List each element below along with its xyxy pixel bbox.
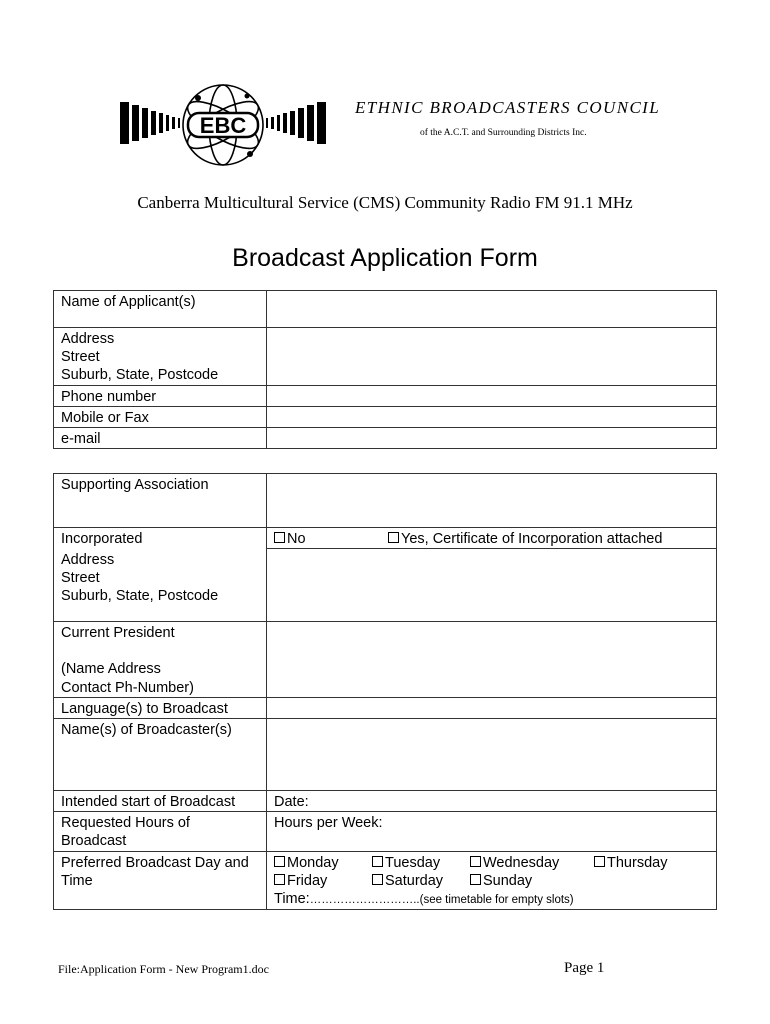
hours-field[interactable]: Hours per Week: bbox=[267, 812, 717, 851]
day-friday-option[interactable]: Friday bbox=[274, 872, 372, 890]
association-address-field[interactable] bbox=[267, 549, 717, 622]
ebc-logo bbox=[118, 80, 328, 170]
footer-filename: File:Application Form - New Program1.doc bbox=[58, 962, 269, 976]
start-date-field[interactable]: Date: bbox=[267, 791, 717, 812]
checkbox-icon[interactable] bbox=[388, 532, 399, 543]
broadcasters-field[interactable] bbox=[267, 719, 717, 791]
checkbox-icon[interactable] bbox=[470, 856, 481, 867]
current-president-field[interactable] bbox=[267, 622, 717, 698]
time-line[interactable]: Time:………………………..(see timetable for empty slots) bbox=[274, 891, 574, 908]
language-label: Language(s) to Broadcast bbox=[54, 697, 267, 718]
day-sunday-option[interactable]: Sunday bbox=[470, 872, 532, 890]
supporting-association-label: Supporting Association bbox=[54, 474, 267, 528]
phone-field[interactable] bbox=[267, 385, 717, 406]
mobile-field[interactable] bbox=[267, 406, 717, 427]
phone-label: Phone number bbox=[54, 385, 267, 406]
day-wednesday-option[interactable]: Wednesday bbox=[470, 854, 594, 872]
checkbox-icon[interactable] bbox=[274, 856, 285, 867]
logo-text: EBC bbox=[199, 113, 247, 138]
day-saturday-option[interactable]: Saturday bbox=[372, 872, 470, 890]
applicant-table bbox=[53, 290, 717, 449]
applicant-address-field[interactable] bbox=[267, 328, 717, 386]
day-thursday-option[interactable]: Thursday bbox=[594, 854, 667, 872]
footer-page-number: Page 1 bbox=[564, 960, 605, 976]
form-title: Broadcast Application Form bbox=[232, 244, 538, 272]
start-label: Intended start of Broadcast bbox=[54, 791, 267, 812]
mobile-label: Mobile or Fax bbox=[54, 406, 267, 427]
checkbox-icon[interactable] bbox=[372, 856, 383, 867]
incorporated-no-option[interactable]: No bbox=[274, 530, 388, 548]
broadcasters-label: Name(s) of Broadcaster(s) bbox=[54, 719, 267, 791]
checkbox-icon[interactable] bbox=[594, 856, 605, 867]
incorporated-yes-option[interactable]: Yes, Certificate of Incorporation attached bbox=[388, 530, 662, 548]
service-line: Canberra Multicultural Service (CMS) Community Radio FM 91.1 MHz bbox=[137, 193, 633, 212]
council-subtitle: of the A.C.T. and Surrounding Districts Inc. bbox=[420, 128, 587, 138]
preferred-day-field bbox=[267, 851, 717, 910]
supporting-association-field[interactable] bbox=[267, 474, 717, 528]
checkbox-icon[interactable] bbox=[372, 874, 383, 885]
hours-label: Requested Hours of Broadcast bbox=[54, 812, 267, 851]
association-table bbox=[53, 473, 717, 910]
incorporated-label: Incorporated bbox=[54, 528, 267, 549]
checkbox-icon[interactable] bbox=[470, 874, 481, 885]
association-address-label: Address Street Suburb, State, Postcode bbox=[54, 549, 267, 622]
current-president-label: Current President (Name Address Contact Ph-Number) bbox=[54, 622, 267, 698]
applicant-address-label: Address Street Suburb, State, Postcode bbox=[54, 328, 267, 386]
language-field[interactable] bbox=[267, 697, 717, 718]
incorporated-field bbox=[267, 528, 717, 549]
email-label: e-mail bbox=[54, 428, 267, 449]
checkbox-icon[interactable] bbox=[274, 532, 285, 543]
preferred-day-label: Preferred Broadcast Day and Time bbox=[54, 851, 267, 910]
council-name: ETHNIC BROADCASTERS COUNCIL bbox=[355, 98, 661, 117]
day-tuesday-option[interactable]: Tuesday bbox=[372, 854, 470, 872]
email-field[interactable] bbox=[267, 428, 717, 449]
applicant-name-label: Name of Applicant(s) bbox=[54, 291, 267, 328]
day-monday-option[interactable]: Monday bbox=[274, 854, 372, 872]
checkbox-icon[interactable] bbox=[274, 874, 285, 885]
applicant-name-field[interactable] bbox=[267, 291, 717, 328]
